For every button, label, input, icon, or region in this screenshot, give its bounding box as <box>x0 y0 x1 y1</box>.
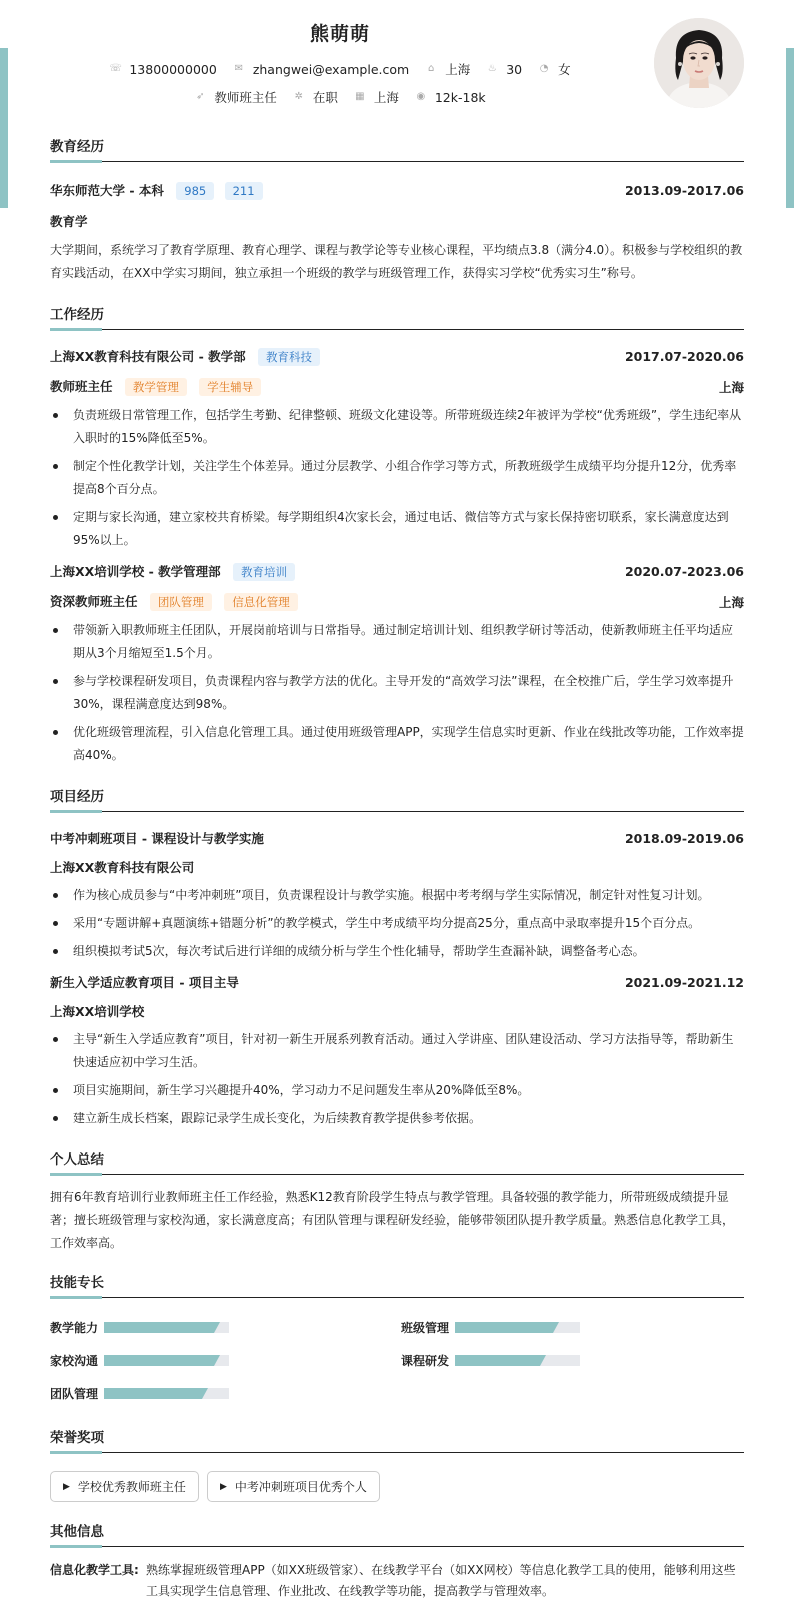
email-item <box>233 62 409 77</box>
summary-title: 个人总结 <box>50 1148 744 1175</box>
skill-tag: 教学管理 <box>125 378 187 396</box>
list-item: 建立新生成长档案，跟踪记录学生成长变化，为后续教育教学提供参考依据。 <box>50 1107 744 1130</box>
skill-bar-fill <box>455 1322 553 1333</box>
skill-item <box>50 1385 393 1402</box>
skill-bar-fill <box>104 1322 214 1333</box>
status-icon: ✲ <box>294 91 304 102</box>
list-item: 作为核心成员参与“中考冲刺班”项目，负责课程设计与教学实施。根据中考考纲与学生实际情况，制定针对性复习计划。 <box>50 884 744 907</box>
other-text: 熟练掌握班级管理APP（如XX班级管家）、在线教学平台（如XX网校）等信息化教学工具的使用，能够利用这些工具实现学生信息管理、作业批改、在线教学等功能，提高教学与管理效率。 <box>146 1563 736 1598</box>
gender-icon: ◔ <box>539 63 549 74</box>
honor-badge <box>207 1471 380 1502</box>
skill-label: 家校沟通 <box>50 1354 99 1368</box>
skill-bar-fill <box>104 1388 202 1399</box>
list-item: 负责班级日常管理工作，包括学生考勤、纪律整顿、班级文化建设等。所带班级连续2年被评为学校“优秀班级”，学生违纪率从入职时的15%降低至5%。 <box>50 404 744 450</box>
work-bullets <box>50 404 744 552</box>
work-header-row <box>50 347 744 366</box>
list-item: 组织模拟考试5次，每次考试后进行详细的成绩分析与学生个性化辅导，帮助学生查漏补缺，调整备考心态。 <box>50 940 744 963</box>
education-period: 2013.09-2017.06 <box>624 183 744 198</box>
cake-icon: ♨ <box>487 63 497 74</box>
list-item: 制定个性化教学计划，关注学生个体差异。通过分层教学、小组合作学习等方式，所教班级学生成绩平均分提升12分，优秀率提高8个百分点。 <box>50 455 744 501</box>
list-item: 参与学校课程研发项目，负责课程内容与教学方法的优化。主导开发的“高效学习法”课程，在全校推广后，学生学习效率提升30%，课程满意度达到98%。 <box>50 670 744 716</box>
project-name: 新生入学适应教育项目 - 项目主导 <box>50 975 239 990</box>
skill-bar <box>104 1388 229 1399</box>
company-name: 上海XX教育科技有限公司 - 教学部 <box>50 349 246 364</box>
phone-text: 13800000000 <box>129 61 217 77</box>
education-desc: 大学期间，系统学习了教育学原理、教育心理学、课程与教学论等专业核心课程，平均绩点3.8（满分4.0）。积极参与学校组织的教育实践活动，在XX中学实习期间，独立承担一个班级的教学与班级管理工作，获得实习学校“优秀实习生”称号。 <box>50 243 743 280</box>
age-item <box>486 62 522 77</box>
project-bullets <box>50 884 744 963</box>
project-bullets <box>50 1028 744 1130</box>
skill-bar <box>104 1322 229 1333</box>
major: 教育学 <box>50 214 88 229</box>
skills-section <box>50 1271 744 1402</box>
project-period: 2021.09-2021.12 <box>624 974 744 990</box>
project-period: 2018.09-2019.06 <box>624 830 744 846</box>
play-icon: ▶ <box>219 1481 227 1492</box>
other-section <box>50 1520 744 1602</box>
position-item <box>194 88 277 106</box>
work-period: 2017.07-2020.06 <box>624 349 744 364</box>
other-label: 信息化教学工具: <box>50 1563 139 1577</box>
send-icon: ➶ <box>196 91 205 102</box>
work-period: 2020.07-2023.06 <box>624 564 744 579</box>
gender-text: 女 <box>558 62 571 77</box>
list-item: 优化班级管理流程，引入信息化管理工具。通过使用班级管理APP，实现学生信息实时更新、作业在线批改等功能，工作效率提高40%。 <box>50 721 744 767</box>
city-text: 上海 <box>445 62 471 77</box>
building-icon: ▦ <box>355 91 365 102</box>
play-icon: ▶ <box>63 1481 70 1492</box>
skill-bar <box>455 1322 580 1333</box>
skill-label: 团队管理 <box>50 1387 99 1401</box>
work-location: 上海 <box>718 594 744 610</box>
skill-tag: 信息化管理 <box>224 593 298 611</box>
money-icon: ◉ <box>416 91 426 102</box>
work-section <box>50 303 744 767</box>
honors-section <box>50 1426 744 1502</box>
company-name: 上海XX培训学校 - 教学管理部 <box>50 564 221 579</box>
list-item: 项目实施期间，新生学习兴趣提升40%，学习动力不足问题发生率从20%降低至8%。 <box>50 1079 744 1102</box>
industry-tag: 教育科技 <box>258 348 320 366</box>
work-entry <box>50 562 744 767</box>
list-item: 采用“专题讲解+真题演练+错题分析”的教学模式，学生中考成绩平均分提高25分，重点高中录取率提升15个百分点。 <box>50 912 744 935</box>
project-header-row <box>50 829 744 847</box>
school-name: 华东师范大学 - 本科 <box>50 183 164 198</box>
skill-item <box>401 1352 744 1369</box>
projects-title: 项目经历 <box>50 785 744 812</box>
candidate-name: 熊萌萌 <box>309 23 370 45</box>
skill-label: 课程研发 <box>401 1354 450 1368</box>
home-icon: ⌂ <box>428 63 435 74</box>
skill-bar <box>104 1355 229 1366</box>
work-role-row <box>50 592 744 611</box>
skill-item <box>50 1352 393 1369</box>
summary-section <box>50 1148 744 1255</box>
skills-grid <box>50 1319 744 1402</box>
target-city-text: 上海 <box>373 90 399 105</box>
project-entry <box>50 973 744 1130</box>
role-name: 资深教师班主任 <box>50 594 138 609</box>
list-item: 定期与家长沟通，建立家校共育桥梁。每学期组织4次家长会，通过电话、微信等方式与家长保持密切联系，家长满意度达到95%以上。 <box>50 506 744 552</box>
project-org: 上海XX教育科技有限公司 <box>50 860 195 875</box>
resume-body <box>50 135 744 1602</box>
status-item <box>293 88 338 106</box>
honor-label: 学校优秀教师班主任 <box>77 1480 186 1494</box>
summary-text: 拥有6年教育培训行业教师班主任工作经验，熟悉K12教育阶段学生特点与教学管理。具备较强的教学能力，所带班级成绩提升显著；擅长班级管理与家校沟通，家长满意度高；有团队管理与课程研发经验，能够带领团队提升教学质量。熟悉信息化教学工具，工作效率高。 <box>50 1190 735 1250</box>
honor-badge <box>50 1471 199 1502</box>
school-tag: 985 <box>176 182 214 200</box>
skills-title: 技能专长 <box>50 1271 744 1298</box>
honors-title: 荣誉奖项 <box>50 1426 744 1453</box>
industry-tag: 教育培训 <box>233 563 295 581</box>
city-item <box>425 60 470 78</box>
work-role-row <box>50 377 744 396</box>
skill-bar-fill <box>104 1355 214 1366</box>
resume-header <box>0 0 794 135</box>
skill-tag: 学生辅导 <box>199 378 261 396</box>
target-city-item <box>354 88 399 106</box>
honors-list <box>50 1471 744 1502</box>
status-text: 在职 <box>312 90 338 105</box>
skill-item <box>401 1319 744 1336</box>
age-text: 30 <box>506 61 523 77</box>
skill-bar-fill <box>455 1355 540 1366</box>
work-entry <box>50 347 744 552</box>
project-org: 上海XX培训学校 <box>50 1004 145 1019</box>
skill-item <box>50 1319 393 1336</box>
job-intent-row <box>0 88 680 106</box>
education-title: 教育经历 <box>50 135 744 162</box>
list-item: 主导“新生入学适应教育”项目，针对初一新生开展系列教育活动。通过入学讲座、团队建设活动、学习方法指导等，帮助新生快速适应初中学习生活。 <box>50 1028 744 1074</box>
education-header-row <box>50 181 744 200</box>
contact-row <box>0 60 680 78</box>
mail-icon: ✉ <box>234 63 244 74</box>
skill-label: 班级管理 <box>401 1321 450 1335</box>
project-entry <box>50 829 744 963</box>
other-title: 其他信息 <box>50 1520 744 1547</box>
list-item: 带领新入职教师班主任团队，开展岗前培训与日常指导。通过制定培训计划、组织教学研讨等活动，使新教师班主任平均适应期从3个月缩短至1.5个月。 <box>50 619 744 665</box>
skill-bar <box>455 1355 580 1366</box>
school-tag: 211 <box>225 182 263 200</box>
work-location: 上海 <box>718 379 744 395</box>
salary-item <box>415 90 486 105</box>
avatar <box>654 18 744 108</box>
other-row <box>50 1560 744 1602</box>
honor-label: 中考冲刺班项目优秀个人 <box>234 1480 367 1494</box>
work-title: 工作经历 <box>50 303 744 330</box>
salary-text: 12k-18k <box>434 89 486 105</box>
phone-icon: ☏ <box>109 63 122 74</box>
project-header-row <box>50 973 744 991</box>
skill-tag: 团队管理 <box>150 593 212 611</box>
role-name: 教师班主任 <box>50 379 113 394</box>
skill-label: 教学能力 <box>50 1321 99 1335</box>
work-header-row <box>50 562 744 581</box>
project-name: 中考冲刺班项目 - 课程设计与教学实施 <box>50 831 264 846</box>
position-text: 教师班主任 <box>214 90 277 105</box>
phone-item <box>109 62 216 77</box>
work-bullets <box>50 619 744 767</box>
education-section <box>50 135 744 285</box>
email-text: zhangwei@example.com <box>252 61 410 77</box>
gender-item <box>538 60 571 78</box>
projects-section <box>50 785 744 1130</box>
